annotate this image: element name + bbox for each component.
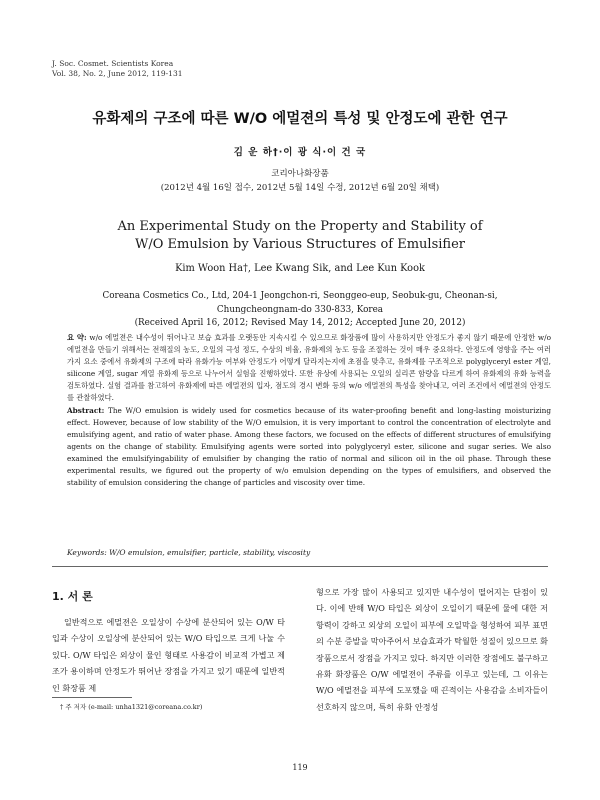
english-title-line2: W/O Emulsion by Various Structures of Emulsifier	[135, 237, 465, 252]
korean-abstract	[67, 332, 551, 404]
korean-affiliation: 코리아나화장품	[271, 169, 329, 179]
keywords-text: W/O emulsion, emulsifier, particle, stability, viscosity	[109, 548, 311, 557]
keywords-label: Keywords:	[67, 548, 107, 557]
section-divider	[52, 566, 548, 567]
section-heading: 1. 서 론	[52, 590, 93, 603]
english-affiliation-line2: Chungcheongnam-do 330-833, Korea	[216, 304, 384, 315]
korean-dates: (2012년 4월 16일 접수, 2012년 5월 14일 수정, 2012년 6월 20일 채택)	[160, 183, 440, 193]
english-title	[0, 218, 600, 254]
english-abstract-label: Abstract:	[67, 406, 105, 415]
journal-name: J. Soc. Cosmet. Scientists Korea	[52, 59, 174, 68]
keywords	[67, 548, 310, 557]
body-right-column: 형으로 가장 많이 사용되고 있지만 내수성이 떨어지는 단점이 있다. 이에 반해 W/O 타입은 외상이 오일이기 때문에 물에 대한 저항력이 강하고 외상의 오일이 피부에 오일막을 형성하여 피부 표면의 수분 증발을 막아주어서 보습효과가 탁월한 성질이 있으므로 화장품으로서 장점을 가지고 있다. 하지만 이러한 장점에도 불구하고 유화 화장품은 O/W 에멀젼이 주류를 이루고 있는데, 그 이유는 W/O 에멀젼을 피부에 도포했을 때 끈적이는 사용감을 소비자들이 선호하지 않으며, 특히 유화 안정성	[316, 587, 548, 712]
page-number: 119	[292, 763, 308, 772]
english-dates: (Received April 16, 2012; Revised May 14, 2012; Accepted June 20, 2012)	[134, 318, 466, 328]
korean-abstract-label: 요 약:	[67, 333, 87, 342]
footnote-divider	[52, 697, 132, 698]
english-abstract-text: The W/O emulsion is widely used for cosmetics because of its water-proofing benefit and long-lasting moisturizing effect. However, because of low stability of the W/O emulsion, it is very important to control the concentration of electrolyte and emulsifying agent, and ratio of water phase. Among these factors, we focused on the effects of different structures of emulsifying agents on the change of stability. Emulsifying agents were sorted into polyglyceryl ester, silicone and sugar series. We also examined the emulsifyingability of emulsifier by changing the ratio of normal and silicon oil in the oil phase. Through these experimental results, we figured out the property of w/o emulsion depending on the types of emulsifiers, and observed the stability of emulsion considering the change of particles and viscosity over time.	[67, 406, 551, 487]
body-left-column: 일반적으로 에멀젼은 오일상이 수상에 분산되어 있는 O/W 타입과 수상이 오일상에 분산되어 있는 W/O 타입으로 크게 나눌 수 있다. O/W 타입은 외상이 물인 형태로 사용감이 비교적 가볍고 제조가 용이하며 안정도가 뛰어난 장점을 가지고 있기 때문에 일반적인 화장품 제	[52, 617, 285, 693]
journal-volume: Vol. 38, No. 2, June 2012, 119-131	[52, 69, 183, 78]
korean-authors: 김 운 하†·이 광 식·이 건 국	[233, 147, 367, 158]
korean-title: 유화제의 구조에 따른 W/O 에멀젼의 특성 및 안정도에 관한 연구	[92, 111, 508, 127]
english-affiliation	[0, 290, 600, 331]
english-authors: Kim Woon Ha†, Lee Kwang Sik, and Lee Kun Kook	[175, 263, 425, 274]
english-title-line1: An Experimental Study on the Property and Stability of	[117, 219, 483, 234]
journal-header	[52, 59, 183, 79]
footnote: † 주 저자 (e-mail: unha1321@coreana.co.kr)	[60, 703, 203, 711]
english-abstract	[67, 405, 551, 489]
korean-abstract-text: w/o 에멀젼은 내수성이 뛰어나고 보습 효과를 오랫동안 지속시킬 수 있으므로 화장품에 많이 사용하지만 안정도가 좋지 않기 때문에 안정한 w/o 에멀젼을 만들기 위해서는 전해질의 농도, 오일의 극성 정도, 수상의 비율, 유화제의 농도 등을 조절하는 것이 매우 중요하다. 안정도에 영향을 주는 여러 가지 요소 중에서 유화제의 구조에 따라 유화가능 여부와 안정도가 어떻게 달라지는지에 초점을 맞추고, 유화제를 구조적으로 polyglyceryl ester 계열, silicone 계열, sugar 계열 유화제 등으로 나누어서 실험을 진행하였다. 또한 유상에 사용되는 오일의 실리콘 함량을 다르게 하여 유화제의 유화 능력을 검토하였다. 실험 결과를 참고하여 유화제에 따른 에멀젼의 입자, 점도의 경시 변화 등의 w/o 에멀젼의 특성을 찾아내고, 여러 조건에서 에멀젼의 안정도를 관찰하였다.	[67, 333, 551, 402]
english-affiliation-line1: Coreana Cosmetics Co., Ltd, 204-1 Jeongchon-ri, Seonggeo-eup, Seobuk-gu, Cheonan-si,	[102, 291, 498, 301]
